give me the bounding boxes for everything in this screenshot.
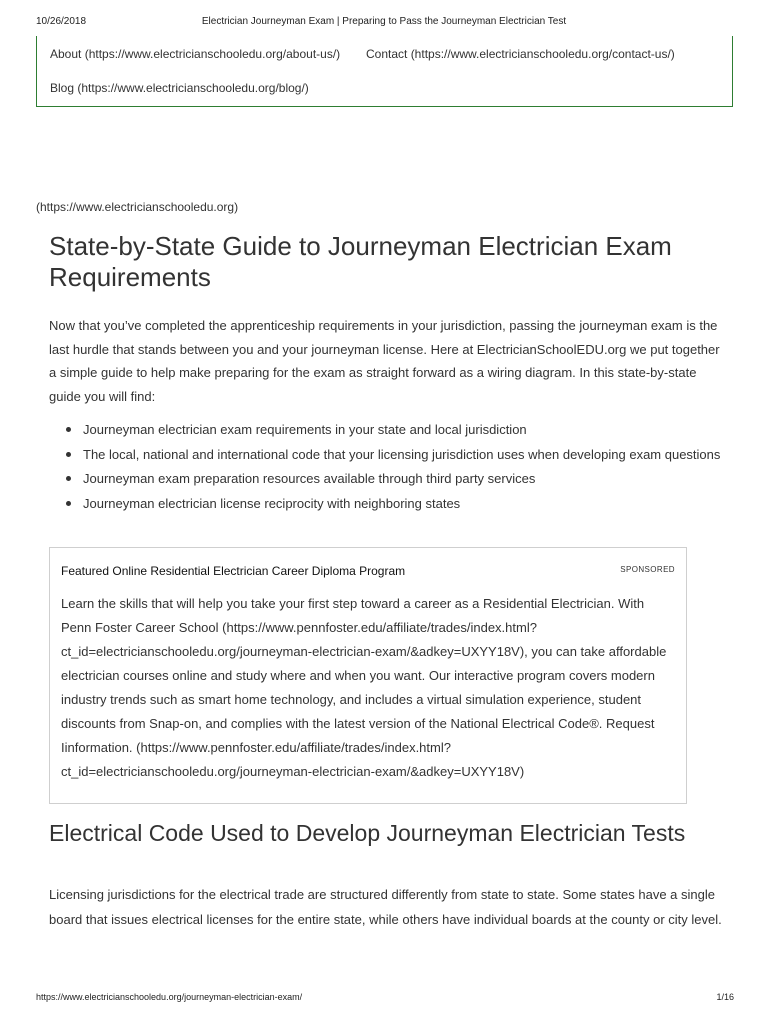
section-text: Licensing jurisdictions for the electrical trade are structured differently from state to state. Some states have a single board that issues electrical licenses for the entire state, while others have individual boards at the county or city level.	[49, 887, 722, 927]
guide-contents-list	[49, 418, 724, 516]
nav-link-about[interactable]: About (https://www.electricianschooledu.org/about-us/)	[50, 47, 341, 61]
print-page-title: Electrician Journeyman Exam | Preparing to Pass the Journeyman Electrician Test	[201, 16, 567, 27]
nav-link-contact[interactable]: Contact (https://www.electricianschooledu.org/contact-us/)	[366, 47, 675, 61]
list-item: Journeyman exam preparation resources available through third party services	[49, 467, 724, 491]
sponsored-badge: SPONSORED	[620, 565, 675, 574]
page-number: 1/16	[716, 992, 734, 1002]
site-home-link[interactable]: (https://www.electricianschooledu.org)	[36, 200, 239, 214]
list-item: The local, national and international code that your licensing jurisdiction uses when developing exam questions	[49, 443, 724, 467]
list-item: Journeyman electrician exam requirements in your state and local jurisdiction	[49, 418, 724, 442]
print-header	[0, 16, 768, 30]
sponsored-text[interactable]: Learn the skills that will help you take your first step toward a career as a Residential Electrician. With Penn Foster Career School (https://www.pennfoster.edu/affiliate/trades/index.html?ct_id=electricianschooledu.org/journeyman-electrician-exam/&adkey=UXYY18V), you can take affordable electrician courses online and study where and when you want. Our interactive program covers modern industry trends such as smart home technology, and includes a virtual simulation experience, student discounts from Snap-on, and complies with the latest version of the National Electrical Code®. Request Iinformation. (https://www.pennfoster.edu/affiliate/trades/index.html?ct_id=electricianschooledu.org/journeyman-electrician-exam/&adkey=UXYY18V)	[61, 596, 667, 779]
print-date: 10/26/2018	[36, 16, 87, 27]
sponsored-title: Featured Online Residential Electrician Career Diploma Program	[61, 564, 406, 578]
site-nav	[36, 36, 733, 107]
footer-url: https://www.electricianschooledu.org/journeyman-electrician-exam/	[36, 992, 303, 1002]
nav-link-blog[interactable]: Blog (https://www.electricianschooledu.org/blog/)	[50, 81, 309, 95]
sponsored-program-box	[49, 547, 687, 804]
list-item: Journeyman electrician license reciprocity with neighboring states	[49, 492, 724, 516]
article-intro: Now that you’ve completed the apprenticeship requirements in your jurisdiction, passing the journeyman exam is the last hurdle that stands between you and your journeyman license. Here at ElectricianSchoolEDU.org we put together a simple guide to help make preparing for the exam as straight forward as a wiring diagram. In this state-by-state guide you will find:	[49, 318, 720, 404]
section-title: Electrical Code Used to Develop Journeyman Electrician Tests	[49, 820, 686, 846]
article-title: State-by-State Guide to Journeyman Electrician Exam Requirements	[49, 231, 672, 292]
